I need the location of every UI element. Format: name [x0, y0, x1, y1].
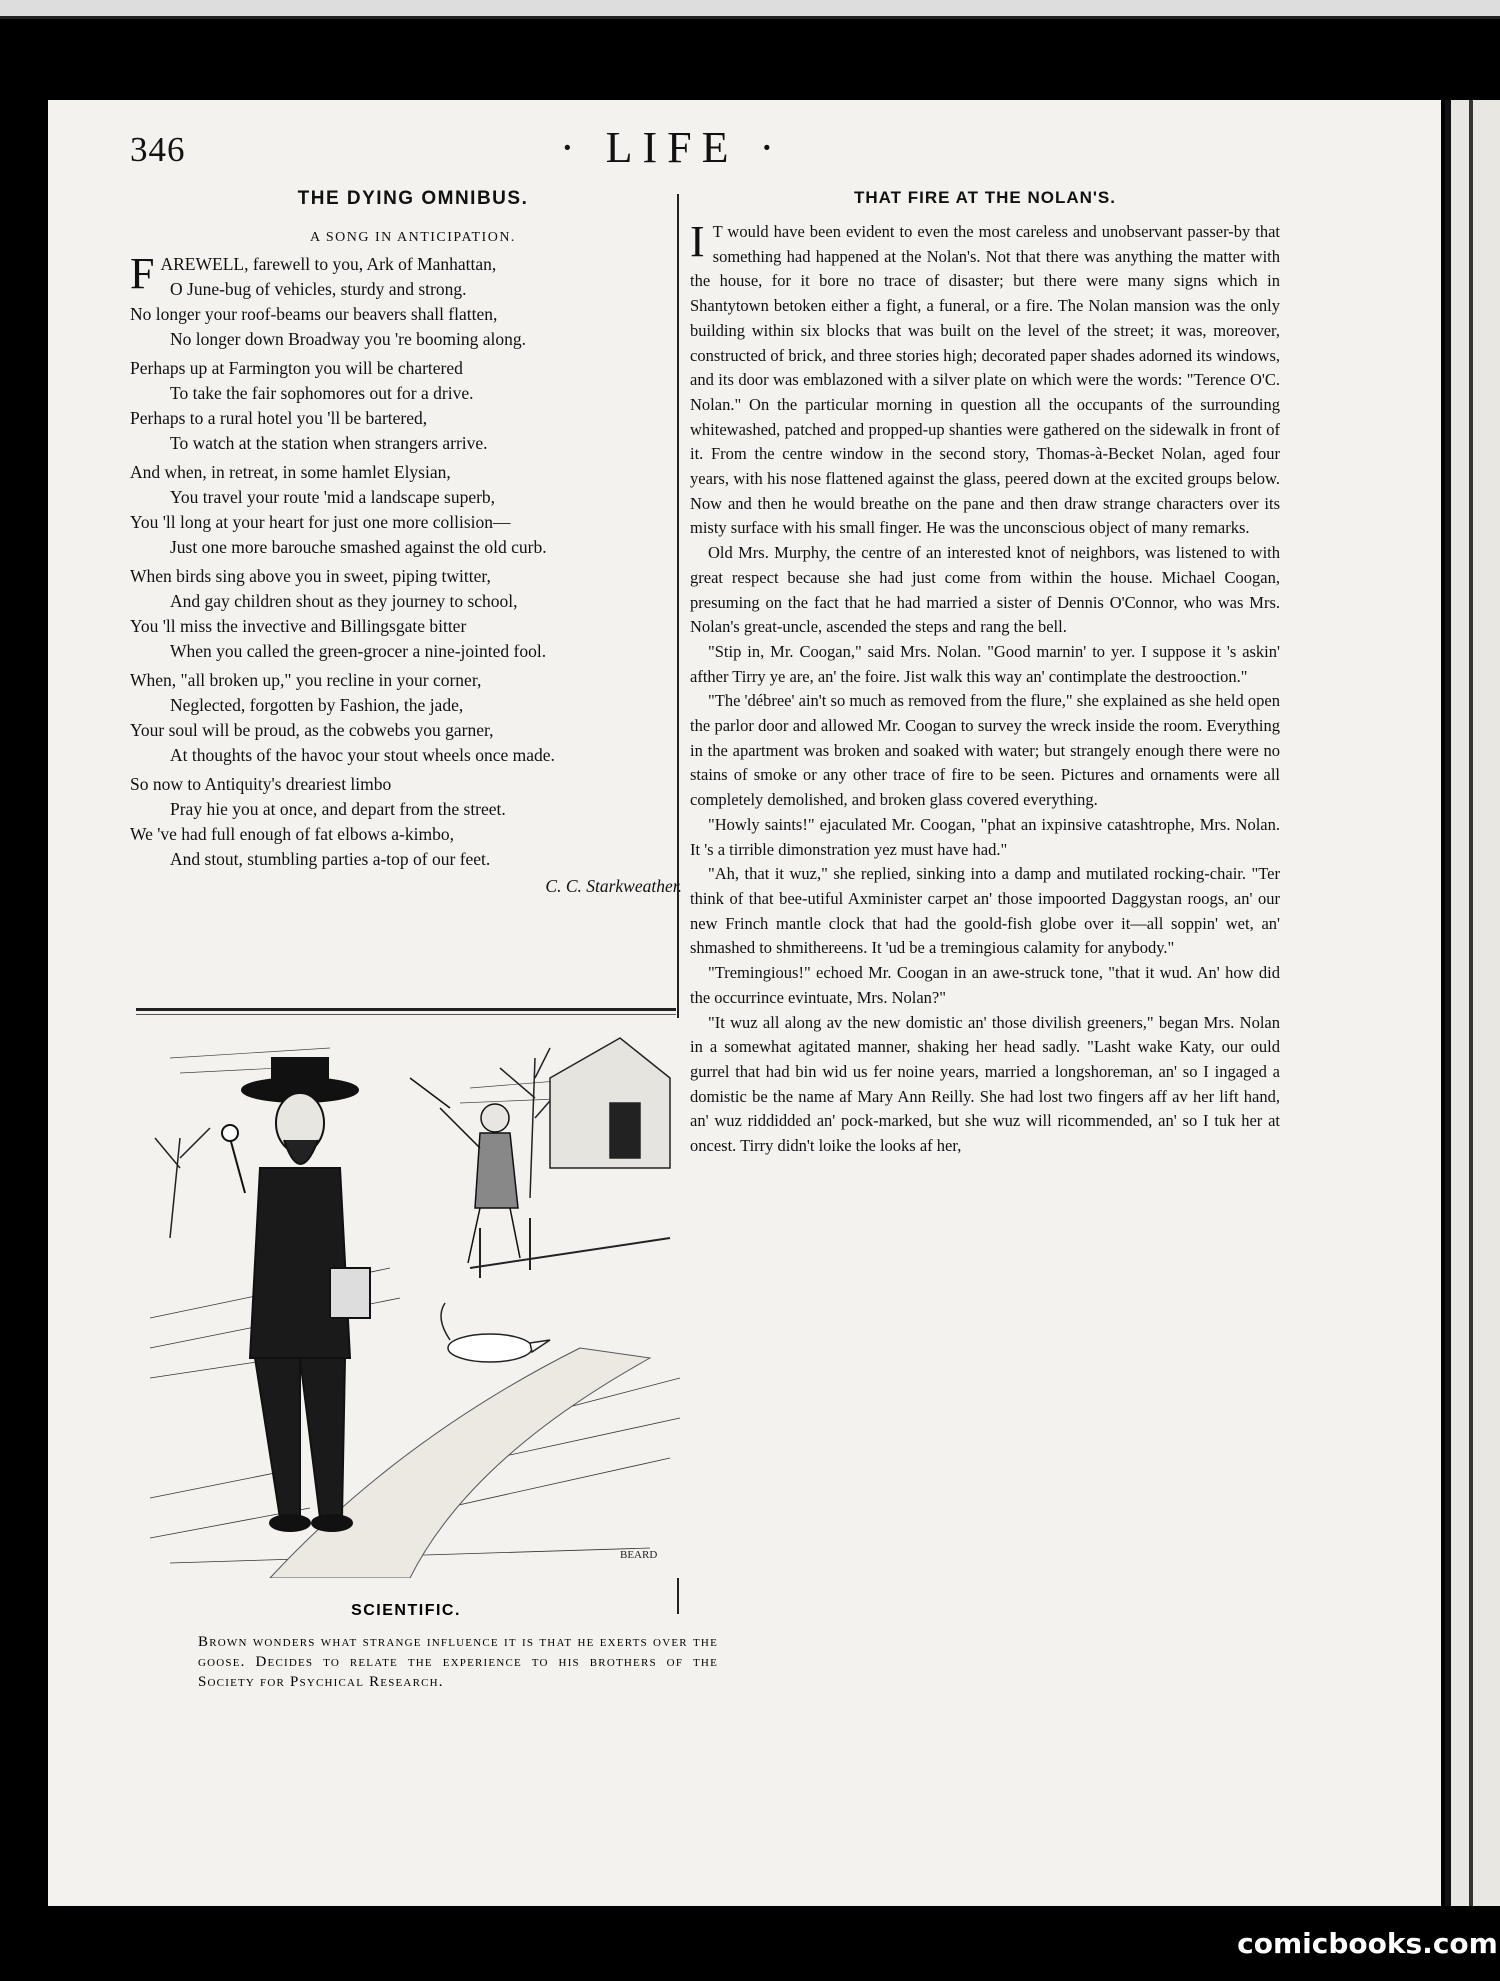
poem-stanza — [130, 772, 696, 872]
poem-title: THE DYING OMNIBUS. — [297, 188, 529, 209]
poem-line: Perhaps to a rural hotel you 'll be bartered, — [130, 408, 428, 428]
poem-line: Perhaps up at Farmington you will be chartered — [130, 358, 463, 378]
svg-text:BEARD: BEARD — [620, 1549, 658, 1561]
poem-line: And when, in retreat, in some hamlet Elysian, — [130, 462, 451, 482]
poem-stanza — [130, 460, 696, 560]
adjacent-page-edge — [1445, 100, 1500, 1906]
poem-line: At thoughts of the havoc your stout wheels once made. — [170, 745, 555, 765]
masthead-title: · LIFE · — [560, 123, 785, 172]
story-paragraph: "Stip in, Mr. Coogan," said Mrs. Nolan. "Good marnin' to yer. I suppose it 's askin' afther Tirry ye are, an' the foire. Jist walk this way an' contimplate the destrooction." — [690, 641, 1280, 686]
poem-line: To take the fair sophomores out for a drive. — [170, 383, 474, 403]
poem-line: When birds sing above you in sweet, piping twitter, — [130, 566, 491, 586]
poem-line: We 've had full enough of fat elbows a-kimbo, — [130, 824, 454, 844]
poem-stanza — [130, 356, 696, 456]
poem-line: Neglected, forgotten by Fashion, the jade, — [170, 695, 464, 715]
page-number: 346 — [130, 130, 186, 169]
poem-stanza — [130, 668, 696, 768]
watermark: comicbooks.com — [1235, 1906, 1500, 1981]
poem-line: You travel your route 'mid a landscape superb, — [170, 487, 496, 507]
story-section — [690, 188, 1280, 1159]
poem-subtitle: A SONG IN ANTICIPATION. — [310, 230, 516, 245]
story-paragraph: I T would have been evident to even the most careless and unobservant passer-by that something had happened at the Nolan's. Not that there was anything the matter with the house, for it bore no trace of disaster; but there were many signs which in Shantytown betoken either a fight, a funeral, or a fire. The Nolan mansion was the only building within six blocks that was built on the level of the street; it was, moreover, constructed of brick, and three stories high; decorated paper shades adorned its windows, and its door was emblazoned with a silver plate on which were the words: "Terence O'C. Nolan." On the particular morning in question all the occupants of the surrounding whitewashed, patched and propped-up shanties were gathered on the sidewalk in front of it. From the centre window in the second story, Thomas-à-Becket Nolan, aged four years, with his nose flattened against the glass, peered down at the excited groups below. Now and then he would breathe on the pane and then draw strange characters over its misty surface with his small finger. He was the unconscious object of many remarks. — [690, 217, 1280, 538]
story-paragraph: "Tremingious!" echoed Mr. Coogan in an awe-struck tone, "that it wud. An' how did the occurrince evintuate, Mrs. Nolan?" — [690, 963, 1280, 1007]
story-dropcap: I — [690, 217, 705, 266]
story-paragraph: "It wuz all along av the new domistic an' those divilish greeners," began Mrs. Nolan in a somewhat agitated manner, shaking her head sadly. "Lasht wake Katy, our ould gurrel that had bin wid us fer noine years, married a longshoreman, an' so I ingaged a domistic be the name af Mary Ann Reilly. She had lost two fingers aff av her lift hand, an' wuz riddidded an' pock-marked, but she wuz will ricommended, an' so I tuk her at oncest. Tirry didn't loike the looks af her, — [690, 1012, 1280, 1156]
poem-line: You 'll long at your heart for just one more collision— — [130, 512, 511, 532]
poem-line: Just one more barouche smashed against the old curb. — [170, 537, 547, 557]
poem-body — [130, 249, 696, 872]
poem-line: O June-bug of vehicles, sturdy and strong. — [170, 279, 467, 299]
poem-section — [130, 188, 696, 897]
poem-line: And stout, stumbling parties a-top of our feet. — [170, 849, 491, 869]
poem-line: No longer your roof-beams our beavers shall flatten, — [130, 304, 498, 324]
poem-signature: C. C. Starkweather. — [545, 876, 682, 896]
poem-line: So now to Antiquity's dreariest limbo — [130, 774, 392, 794]
story-title: THAT FIRE AT THE NOLAN'S. — [854, 188, 1116, 207]
story-paragraph: "Howly saints!" ejaculated Mr. Coogan, "phat an ixpinsive catashtrophe, Mrs. Nolan. It 's a tirrible dimonstration yez must have had." — [690, 814, 1280, 859]
story-paragraph: Old Mrs. Murphy, the centre of an interested knot of neighbors, was listened to with great respect because she had just come from within the house. Michael Coogan, presuming on the fact that he had married a sister of Dennis O'Connor, who was Mrs. Nolan's great-uncle, ascended the steps and rang the bell. — [690, 543, 1280, 637]
section-rule — [136, 1008, 676, 1015]
poem-dropcap: F — [130, 249, 155, 298]
poem-line: When, "all broken up," you recline in your corner, — [130, 670, 482, 690]
poem-line: No longer down Broadway you 're booming along. — [170, 329, 527, 349]
cartoon-caption: Brown wonders what strange influence it is that he exerts over the goose. Decides to relate the experience to his brothers of the Society for Psychical Research. — [198, 1634, 718, 1690]
poem-stanza — [130, 249, 696, 352]
top-edge-band — [0, 0, 1500, 18]
poem-line: FAREWELL, farewell to you, Ark of Manhattan, — [130, 249, 497, 298]
poem-line: Pray hie you at once, and depart from the street. — [170, 799, 506, 819]
story-paragraph: "Ah, that it wuz," she replied, sinking into a damp and mutilated rocking-chair. "Ter think of that bee-utiful Axminister carpet an' those impoorted Daggystan roogs, an' our new Frinch mantle clock that had the goold-fish globe over it—all soppin' wet, an' shmashed to shmithereens. It 'ud be a tremingious calamity for anybody." — [690, 864, 1280, 958]
poem-line: When you called the green-grocer a nine-jointed fool. — [170, 641, 547, 661]
story-paragraph: "The 'débree' ain't so much as removed from the flure," she explained as she held open the parlor door and allowed Mr. Coogan to survey the wreck inside the room. Everything in the apartment was broken and soaked with water; but strangely enough there were no stains of smoke or any other trace of fire to be seen. Pictures and ornaments were all completely demolished, and broken glass covered everything. — [690, 691, 1280, 810]
poem-line: You 'll miss the invective and Billingsgate bitter — [130, 616, 467, 636]
poem-line: To watch at the station when strangers arrive. — [170, 433, 488, 453]
cartoon-title: SCIENTIFIC. — [351, 1602, 461, 1619]
poem-line: Your soul will be proud, as the cobwebs you garner, — [130, 720, 494, 740]
cartoon-illustration — [150, 1018, 680, 1578]
story-body — [690, 217, 1280, 1159]
poem-line: And gay children shout as they journey to school, — [170, 591, 518, 611]
poem-stanza — [130, 564, 696, 664]
